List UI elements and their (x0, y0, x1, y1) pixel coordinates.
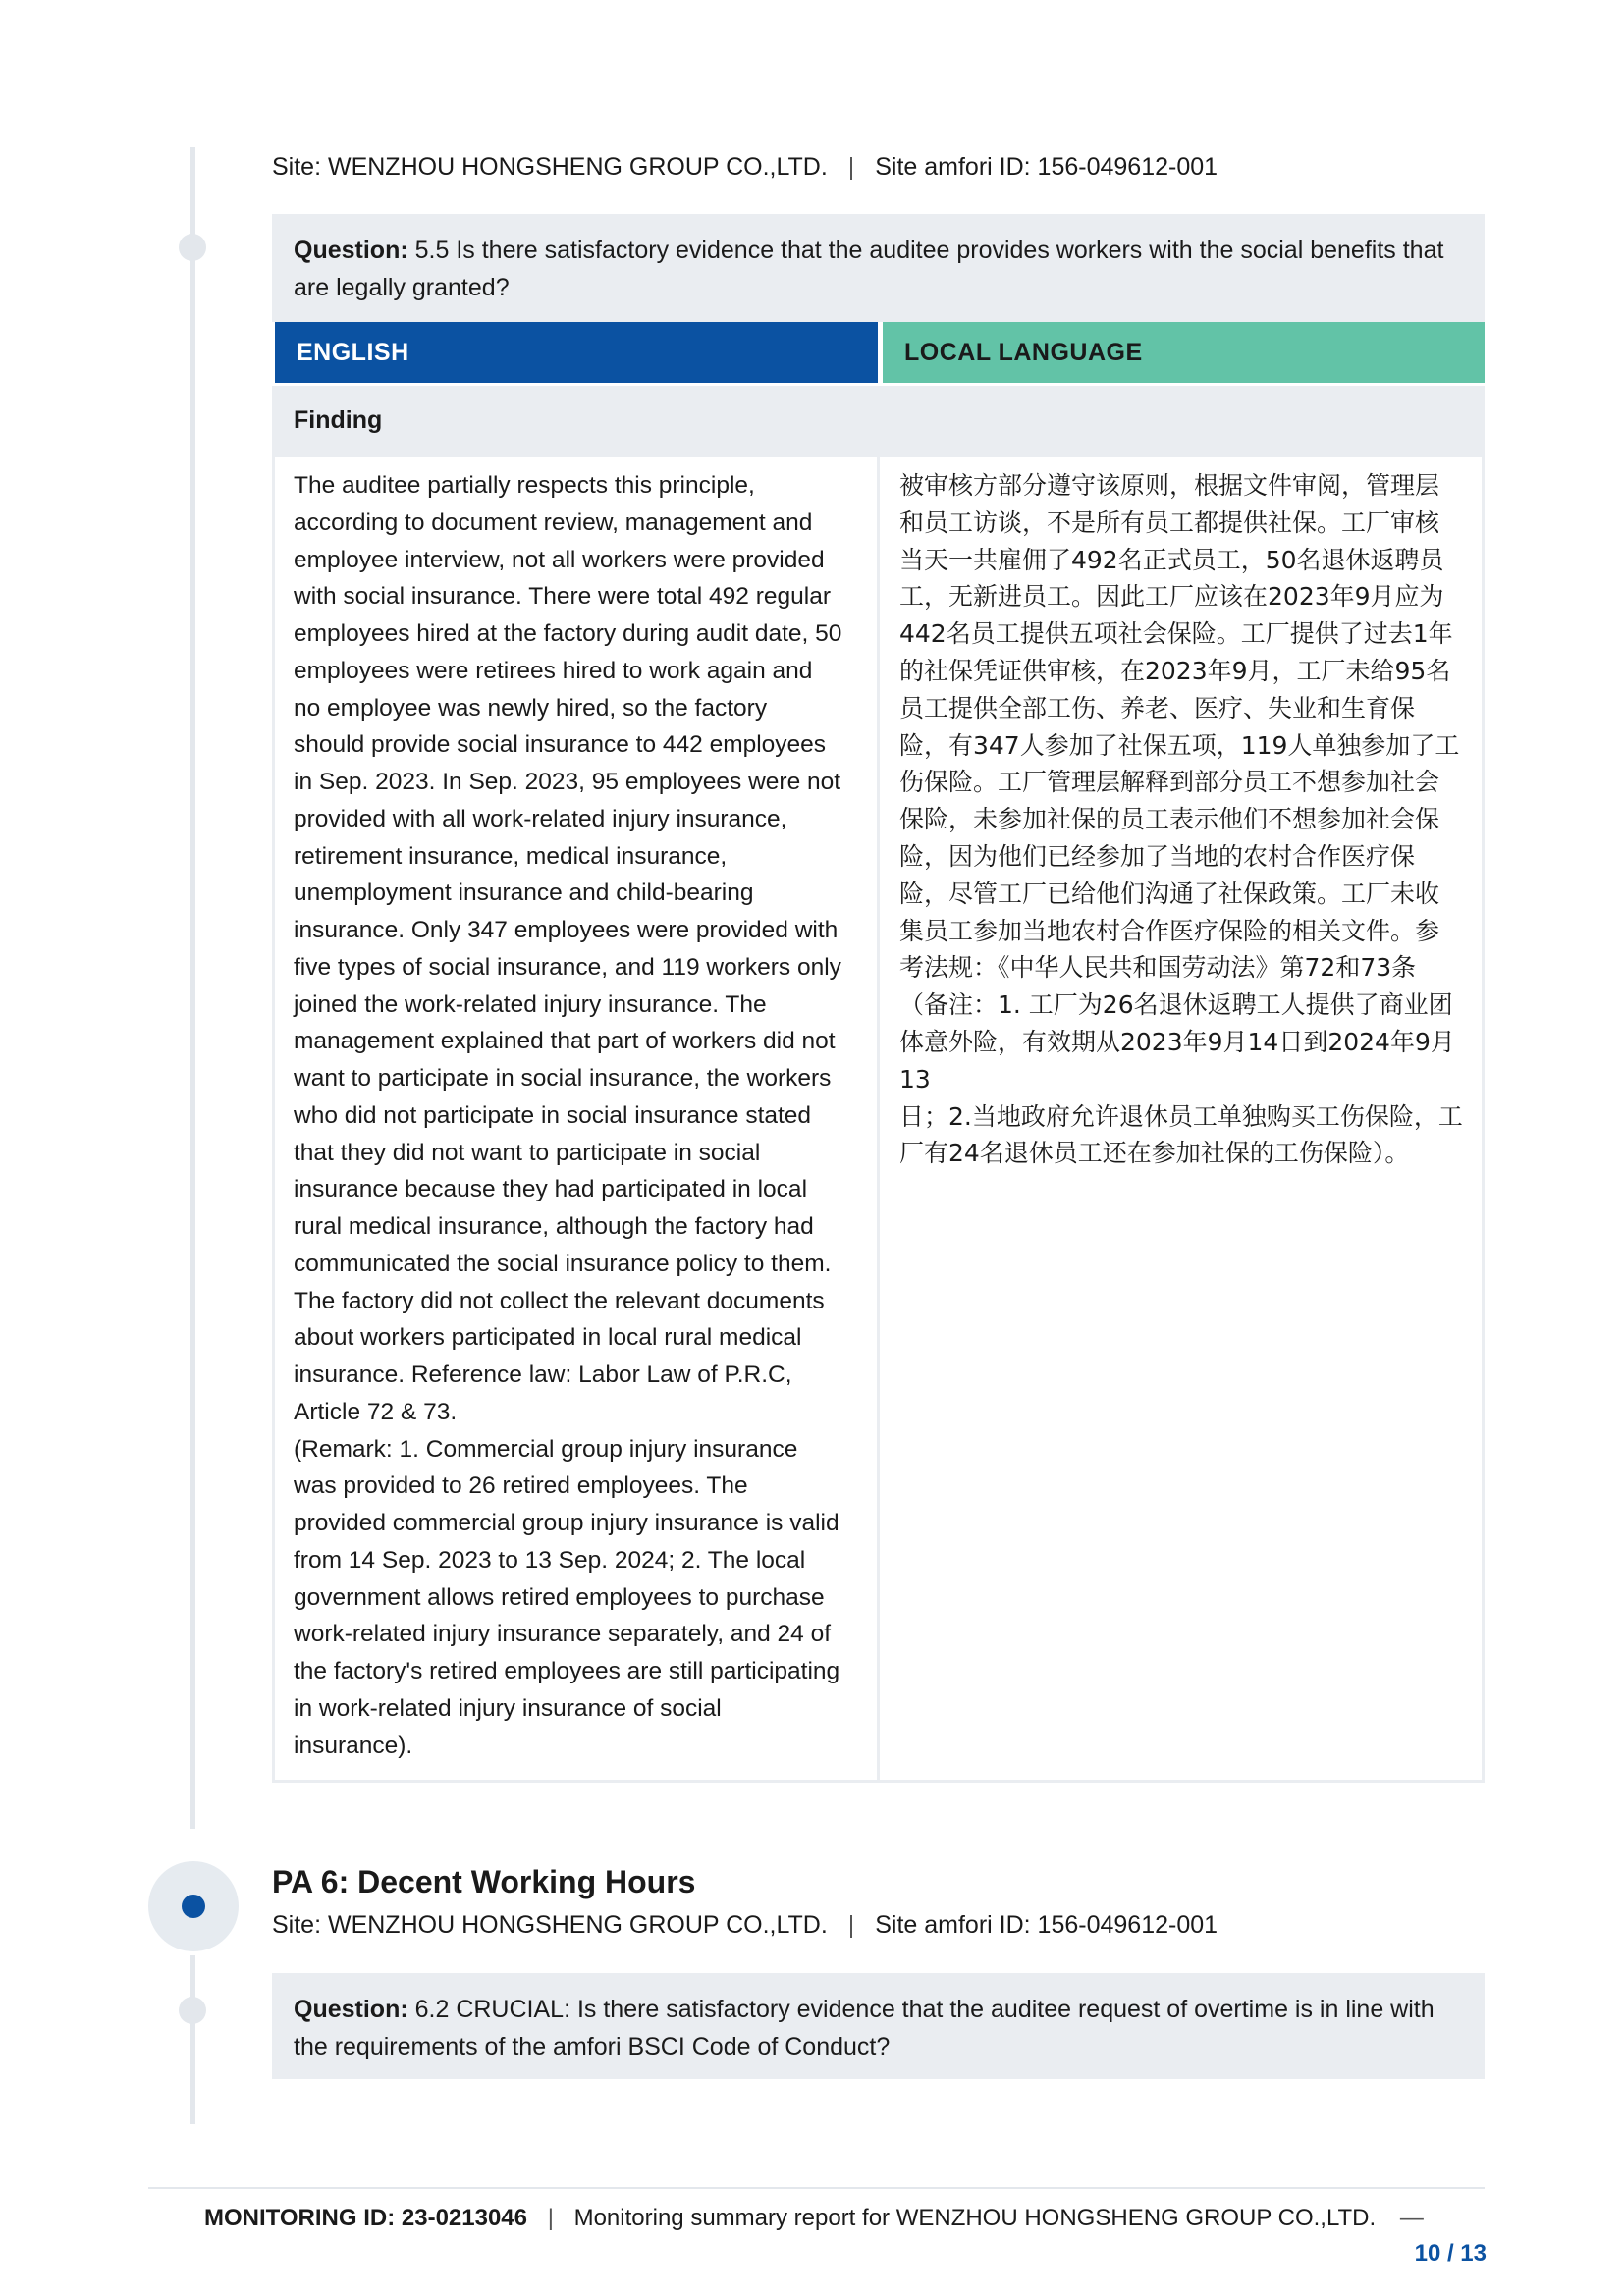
page-number: 10 / 13 (1414, 2240, 1487, 2267)
question-label: Question: (294, 1996, 408, 2023)
finding-english-text: The auditee partially respects this principle, according to document review, management and employee interview, not all workers were provided with social insurance. There were total 492 regular employees hired at the factory during audit date, 50 employees were retirees hired to work again and no employee was newly hired, so the factory should provide social insurance to 442 employees in Sep. 2023. In Sep. 2023, 95 employees were not provided with all work-related injury insurance, retirement insurance, medical insurance, unemployment insurance and child-bearing insurance. Only 347 employees were provided with five types of social insurance, and 119 workers only joined the work-related injury insurance. The management explained that part of workers did not want to participate in social insurance, the workers who did not participate in social insurance stated that they did not want to participate in social insurance because they had participated in local rural medical insurance, although the factory had communicated the social insurance policy to them. The factory did not collect the relevant documents about workers participated in local rural medical insurance. Reference law: Labor Law of P.R.C, Article 72 & 73. (Remark: 1. Commercial group injury insurance was provided to 26 retired employees. The provided commercial group injury insurance is valid from 14 Sep. 2023 to 13 Sep. 2024; 2. The local government allows retired employees to purchase work-related injury insurance separately, and 24 of the factory's retired employees are still participating in work-related injury insurance of social insurance). (294, 472, 842, 1759)
finding-local-text: 被审核方部分遵守该原则，根据文件审阅，管理层 和员工访谈，不是所有员工都提供社保。工厂审核 当天一共雇佣了492名正式员工，50名退休返聘员 工，无新进员工。因此工厂应该在2023年9月应为 442名员工提供五项社会保险。工厂提供了过去1年 的社保凭证供审核，在2023年9月，工厂未给95名 员工提供全部工伤、养老、医疗、失业和生育保 险，有347人参加了社保五项，119人单独参加了工 伤保险。工厂管理层解释到部分员工不想参加社会 保险，未参加社保的员工表示他们不想参加社会保 险，因为他们已经参加了当地的农村合作医疗保 险，尽管工厂已给他们沟通了社保政策。工厂未收 集员工参加当地农村合作医疗保险的相关文件。参 考法规：《中华人民共和国劳动法》第72和73条 （备注：1. 工厂为26名退休返聘工人提供了商业团 体意外险，有效期从2023年9月14日到2024年9月13 日；2.当地政府允许退休员工单独购买工伤保险，工 厂有24名退休员工还在参加社保的工伤保险）。 (899, 471, 1463, 1168)
timeline-rail-bottom (190, 1955, 195, 2124)
site-name: WENZHOU HONGSHENG GROUP CO.,LTD. (327, 1911, 828, 1939)
site-label: Site: (272, 153, 322, 181)
timeline-rail-top (190, 147, 195, 1829)
amfori-label: Site amfori ID: (875, 153, 1031, 181)
question-label: Question: (294, 237, 408, 264)
question-text: 5.5 Is there satisfactory evidence that the auditee provides workers with the social benefits that are legally granted? (294, 237, 1444, 301)
site-label: Site: (272, 1911, 322, 1939)
finding-label: Finding (272, 386, 1485, 454)
site-info-header (272, 152, 1218, 182)
amfori-label: Site amfori ID: (875, 1911, 1031, 1939)
local-language-column-header: LOCAL LANGUAGE (883, 322, 1485, 383)
timeline-dot-q62 (179, 1997, 206, 2024)
site-separator: | (847, 153, 855, 181)
footer-divider (148, 2187, 1485, 2189)
timeline-dot-pa6 (148, 1861, 239, 1951)
timeline-dot-pa6-center (182, 1895, 205, 1918)
timeline-dot-q55 (179, 234, 206, 261)
footer-dash: — (1399, 2205, 1424, 2231)
site-separator: | (847, 1911, 855, 1939)
english-column-header: ENGLISH (275, 322, 878, 383)
site-name: WENZHOU HONGSHENG GROUP CO.,LTD. (327, 153, 828, 181)
footer-line (204, 2205, 1424, 2232)
footer-separator: | (547, 2205, 554, 2231)
pa6-site-info (272, 1910, 1218, 1940)
question-6-2-box (272, 1973, 1485, 2079)
monitoring-id: MONITORING ID: 23-0213046 (204, 2205, 528, 2231)
footer-report-text: Monitoring summary report for WENZHOU HONGSHENG GROUP CO.,LTD. (573, 2205, 1377, 2231)
amfori-id: 156-049612-001 (1037, 153, 1218, 181)
pa6-title: PA 6: Decent Working Hours (272, 1864, 696, 1899)
question-5-5-box (272, 214, 1485, 322)
question-text: 6.2 CRUCIAL: Is there satisfactory evidence that the auditee request of overtime is in line with the requirements of the amfori BSCI Code of Conduct? (294, 1996, 1435, 2060)
amfori-id: 156-049612-001 (1037, 1911, 1218, 1939)
